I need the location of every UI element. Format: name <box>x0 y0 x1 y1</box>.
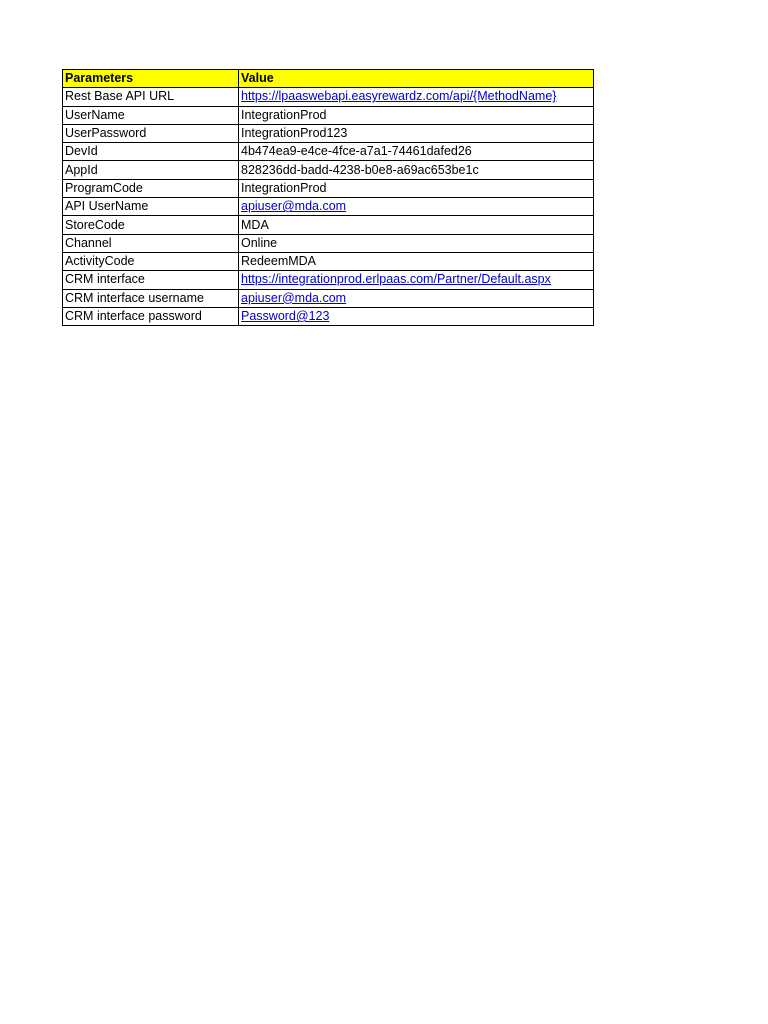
table-row <box>63 106 594 124</box>
value-link[interactable]: https://integrationprod.erlpaas.com/Partner/Default.aspx <box>241 272 551 287</box>
value-cell: 828236dd-badd-4238-b0e8-a69ac653be1c <box>239 161 594 179</box>
param-cell: Rest Base API URL <box>63 88 239 106</box>
value-cell <box>239 88 594 106</box>
value-cell: IntegrationProd123 <box>239 124 594 142</box>
value-link[interactable]: apiuser@mda.com <box>241 290 347 305</box>
value-cell <box>239 289 594 307</box>
header-cell-parameters: Parameters <box>63 70 239 88</box>
value-link[interactable]: Password@123 <box>241 309 330 323</box>
table-row <box>63 161 594 179</box>
table-row <box>63 143 594 161</box>
table-row <box>63 234 594 252</box>
table-row <box>63 216 594 234</box>
table-header-row <box>63 70 594 88</box>
value-cell: Online <box>239 234 594 252</box>
header-cell-value: Value <box>239 70 594 88</box>
value-cell <box>239 198 594 216</box>
table-body <box>63 88 594 326</box>
table-row <box>63 307 594 325</box>
table-row <box>63 88 594 106</box>
table-row <box>63 289 594 307</box>
value-link[interactable]: apiuser@mda.com <box>241 199 347 214</box>
parameters-table <box>62 69 594 326</box>
spreadsheet-page <box>62 69 593 326</box>
param-cell: API UserName <box>63 198 239 216</box>
param-cell: ActivityCode <box>63 252 239 270</box>
table-row <box>63 198 594 216</box>
value-cell <box>239 307 594 325</box>
value-cell: 4b474ea9-e4ce-4fce-a7a1-74461dafed26 <box>239 143 594 161</box>
param-cell: CRM interface <box>63 271 239 289</box>
table-row <box>63 179 594 197</box>
value-cell: RedeemMDA <box>239 252 594 270</box>
value-link[interactable]: https://lpaaswebapi.easyrewardz.com/api/{MethodName} <box>241 89 557 104</box>
table-row <box>63 271 594 289</box>
param-cell: Channel <box>63 234 239 252</box>
value-cell: IntegrationProd <box>239 106 594 124</box>
param-cell: AppId <box>63 161 239 179</box>
param-cell: DevId <box>63 143 239 161</box>
param-cell: UserName <box>63 106 239 124</box>
value-cell <box>239 271 594 289</box>
param-cell: CRM interface username <box>63 289 239 307</box>
table-row <box>63 252 594 270</box>
value-cell: IntegrationProd <box>239 179 594 197</box>
value-cell: MDA <box>239 216 594 234</box>
param-cell: CRM interface password <box>63 307 239 325</box>
param-cell: StoreCode <box>63 216 239 234</box>
table-row <box>63 124 594 142</box>
param-cell: UserPassword <box>63 124 239 142</box>
param-cell: ProgramCode <box>63 179 239 197</box>
